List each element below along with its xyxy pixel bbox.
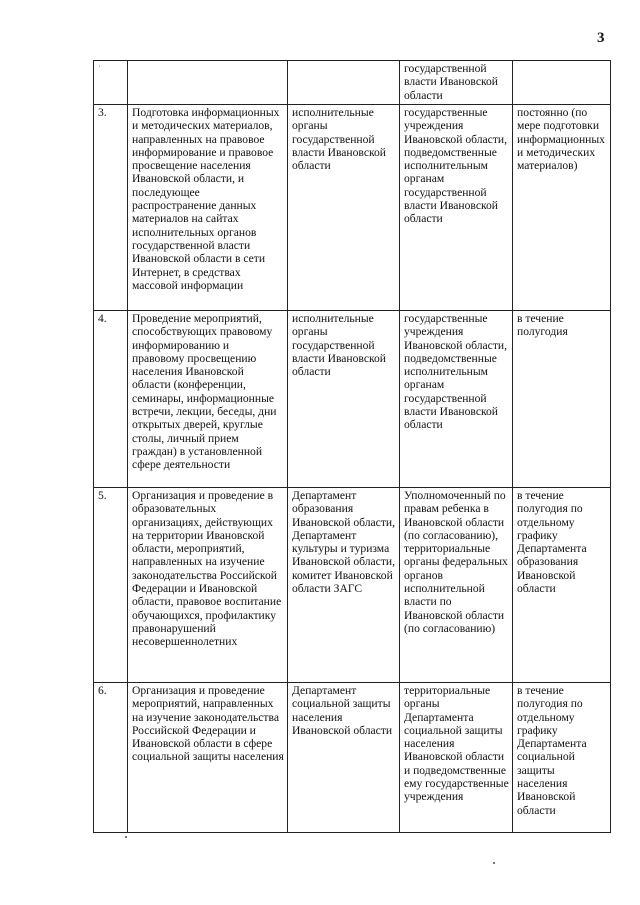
deadline-cell: в течение полугодия (513, 311, 611, 488)
participants-cell: территориальные органы Департамента социальной защиты населения Ивановской области и подведомственные ему государственные учреждения (400, 683, 513, 833)
table-row (94, 105, 611, 311)
measure-cell (128, 61, 288, 105)
row-number: 3. (94, 105, 128, 311)
responsible-cell: Департамент социальной защиты населения Ивановской области (288, 683, 400, 833)
participants-cell: Уполномоченный по правам ребенка в Ивановской области (по согласованию), территориальные органы федеральных органов исполнительной власти по Ивановской области (по согласованию) (400, 488, 513, 683)
table-row (94, 683, 611, 833)
measure-cell: Проведение мероприятий, способствующих правовому информированию и правовому просвещению населения Ивановской области (конференции, семинары, информационные встречи, лекции, беседы, дни открытых дверей, круглые столы, личный прием граждан) в установленной сфере деятельности (128, 311, 288, 488)
responsible-cell: Департамент образования Ивановской области, Департамент культуры и туризма Ивановской области, комитет Ивановской области ЗАГС (288, 488, 400, 683)
measures-table (93, 60, 611, 833)
responsible-cell (288, 61, 400, 105)
deadline-cell: постоянно (по мере подготовки информационных и методических материалов) (513, 105, 611, 311)
page-number: 3 (597, 30, 605, 46)
row-number (94, 61, 128, 105)
deadline-cell: в течение полугодия по отдельному графику Департамента образования Ивановской области (513, 488, 611, 683)
scan-speck (125, 836, 127, 838)
measure-cell: Подготовка информационных и методических материалов, направленных на правовое информирование и правовое просвещение населения Ивановской области, и последующее распространение данных материалов на сайтах исполнительных органов государственной власти Ивановской области в сети Интернет, в средствах массовой информации (128, 105, 288, 311)
measure-cell: Организация и проведение мероприятий, направленных на изучение законодательства Российской Федерации и Ивановской области в сфере социальной защиты населения (128, 683, 288, 833)
row-number: 5. (94, 488, 128, 683)
table-row (94, 61, 611, 105)
table-row (94, 488, 611, 683)
deadline-cell (513, 61, 611, 105)
row-number: 6. (94, 683, 128, 833)
scan-speck (493, 862, 495, 864)
row-number: 4. (94, 311, 128, 488)
participants-cell: государственной власти Ивановской области (400, 61, 513, 105)
participants-cell: государственные учреждения Ивановской области, подведомственные исполнительным органам государственной власти Ивановской области (400, 105, 513, 311)
scan-mark: ˈ (98, 64, 101, 74)
responsible-cell: исполнительные органы государственной власти Ивановской области (288, 105, 400, 311)
participants-cell: государственные учреждения Ивановской области, подведомственные исполнительным органам государственной власти Ивановской области (400, 311, 513, 488)
measure-cell: Организация и проведение в образовательных организациях, действующих на территории Ивановской области, мероприятий, направленных на изучение законодательства Российской Федерации и Ивановской области, правовое воспитание обучающихся, профилактику правонарушений несовершеннолетних (128, 488, 288, 683)
deadline-cell: в течение полугодия по отдельному графику Департамента социальной защиты населения Ивановской области (513, 683, 611, 833)
table-row (94, 311, 611, 488)
responsible-cell: исполнительные органы государственной власти Ивановской области (288, 311, 400, 488)
